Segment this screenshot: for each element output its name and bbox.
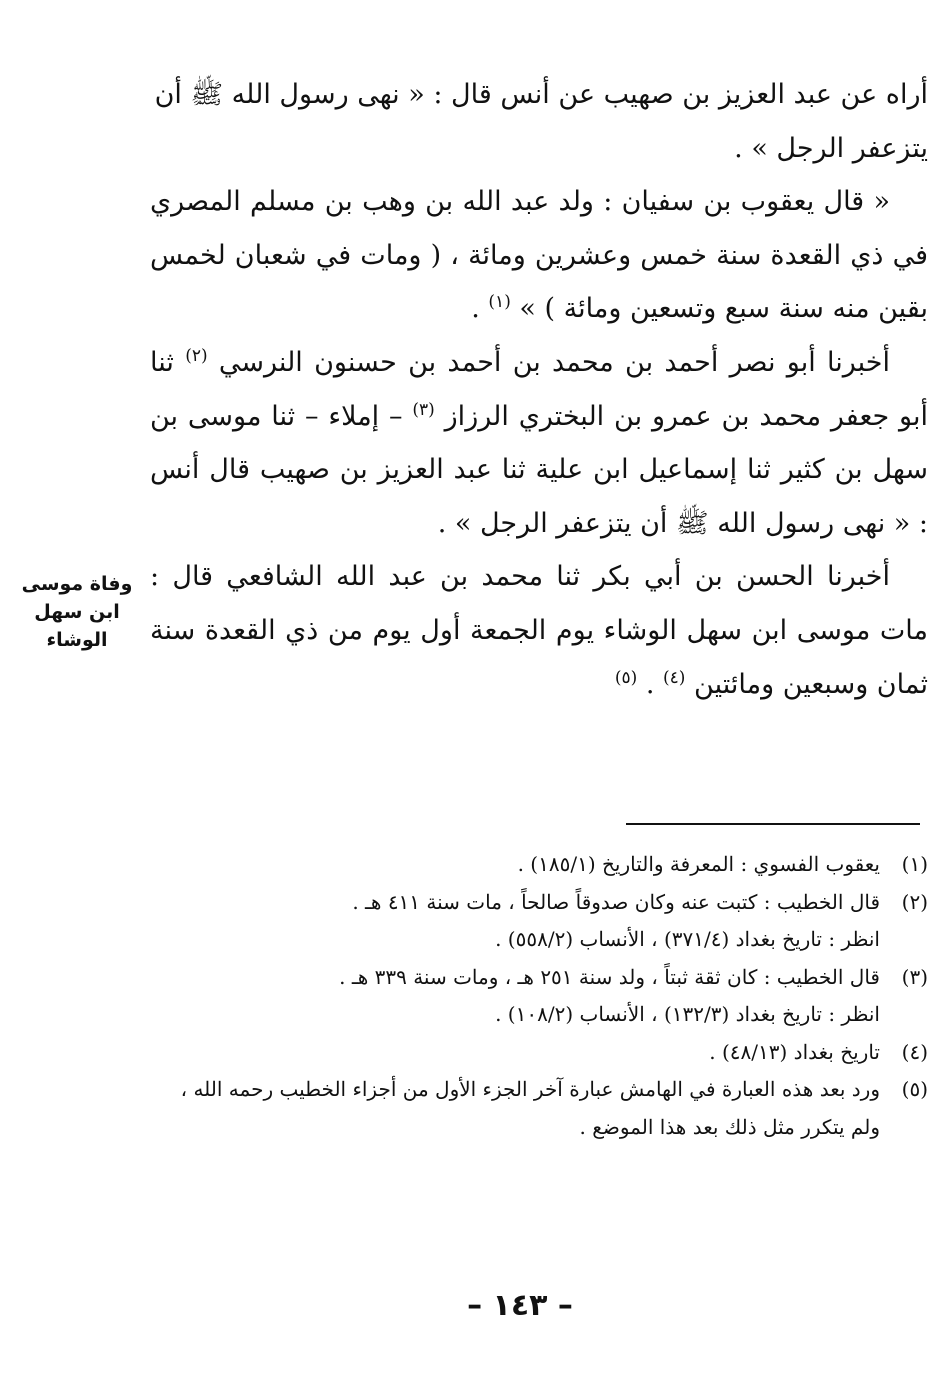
footnote-line: ولم يتكرر مثل ذلك بعد هذا الموضع . (579, 1114, 880, 1139)
paragraph-3-part-a: أخبرنا أبو نصر أحمد بن محمد بن أحمد بن حسنون النرسي (207, 346, 890, 378)
footnote-ref-4[interactable]: (٤) (663, 667, 686, 688)
footnote-text (120, 959, 880, 1034)
paragraph-2-end: . (471, 293, 489, 325)
margin-heading-line-3: الوشاء (46, 629, 108, 651)
footnote-4 (120, 1034, 928, 1072)
footnote-number: (١) (901, 852, 928, 876)
footnote-line: قال الخطيب : كان ثقة ثبتاً ، ولد سنة ٢٥١ هـ ، ومات سنة ٣٣٩ هـ . (339, 964, 880, 989)
footnote-2 (120, 884, 928, 959)
paragraph-2 (150, 175, 928, 336)
margin-heading-line-2: ابن سهل (34, 601, 120, 623)
footnote-5 (120, 1071, 928, 1146)
footnote-text (120, 846, 880, 884)
footnote-number: (٢) (901, 889, 928, 914)
footnote-ref-2[interactable]: (٢) (185, 345, 208, 366)
paragraph-4-part-a: أخبرنا الحسن بن أبي بكر ثنا محمد بن عبد الله الشافعي قال : مات موسى ابن سهل الوشاء يوم الجمعة أول يوم من ذي القعدة سنة ثمان وسبعين ومائتين (150, 561, 928, 700)
paragraph-4-part-b: . (637, 668, 664, 700)
footnote-number: (٣) (901, 964, 928, 989)
footnote-3 (120, 959, 928, 1034)
footnote-line: ورد بعد هذه العبارة في الهامش عبارة آخر الجزء الأول من أجزاء الخطيب رحمه الله ، (180, 1077, 880, 1101)
paragraph-3-part-c: – إملاء – ثنا موسى بن سهل بن كثير ثنا إسماعيل ابن علية ثنا عبد العزيز بن صهيب قال أنس : « نهى رسول الله ﷺ أن يتزعفر الرجل » . (150, 400, 928, 539)
footnote-ref-5[interactable]: (٥) (614, 667, 638, 688)
paragraph-2-line-1: « قال يعقوب بن سفيان : ولد عبد الله بن وهب بن مسلم المصري في ذي (150, 186, 928, 271)
footnote-text (120, 1071, 880, 1146)
paragraph-4 (150, 550, 928, 711)
paragraph-2-line-3: وتسعين ومائة ) » (519, 293, 717, 325)
paragraph-3-part-b: ثنا أبو جعفر محمد بن عمرو بن البختري الرزاز (150, 346, 928, 432)
paragraph-1-line-2: يتزعفر الرجل » . (734, 132, 928, 164)
footnote-number: (٤) (901, 1039, 928, 1064)
footnote-1 (120, 846, 928, 884)
footnote-text (120, 1034, 880, 1072)
paragraph-3 (150, 336, 928, 550)
paragraph-1 (150, 68, 928, 175)
paragraph-2-line-2: القعدة سنة خمس وعشرين ومائة ، ( ومات في شعبان لخمس بقين منه سنة سبع (150, 239, 928, 325)
footnotes (120, 846, 928, 1146)
footnote-line: يعقوب الفسوي : المعرفة والتاريخ (١٨٥/١) . (517, 852, 880, 876)
main-text (150, 68, 928, 711)
footnote-ref-1[interactable]: (١) (488, 292, 511, 313)
footnote-divider (626, 823, 920, 825)
page-number: – ١٤٣ – (467, 1288, 573, 1323)
paragraph-1-line-1: أراه عن عبد العزيز بن صهيب عن أنس قال : « نهى رسول الله ﷺ أن (154, 79, 928, 110)
footnote-text (120, 884, 880, 959)
margin-heading (16, 570, 138, 654)
footnote-ref-3[interactable]: (٣) (412, 399, 435, 420)
footnote-number: (٥) (901, 1077, 928, 1101)
footnote-line: انظر : تاريخ بغداد (١٣٢/٣) ، الأنساب (١٠٨/٢) . (495, 1002, 880, 1026)
footnote-line: انظر : تاريخ بغداد (٣٧١/٤) ، الأنساب (٥٥٨/٢) . (495, 927, 880, 951)
margin-heading-line-1: وفاة موسى (21, 573, 133, 595)
footnote-line: قال الخطيب : كتبت عنه وكان صدوقاً صالحاً ، مات سنة ٤١١ هـ . (352, 889, 880, 914)
footnote-line: تاريخ بغداد (٤٨/١٣) . (709, 1039, 880, 1064)
